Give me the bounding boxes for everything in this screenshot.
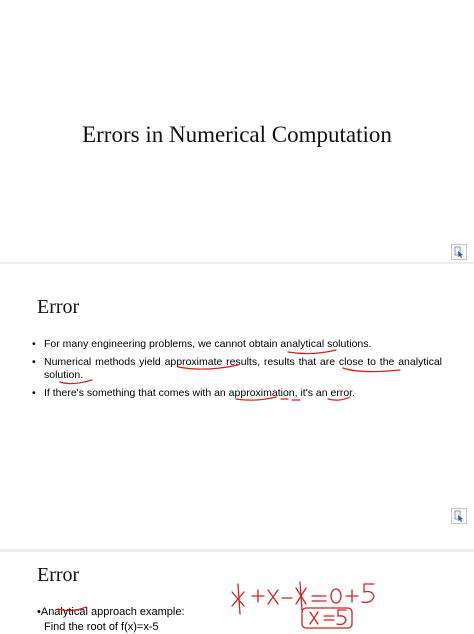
notes-icon[interactable] [451,508,467,524]
slide-1 [0,0,474,262]
bullet-item: • Numerical methods yield approximate results, results that are close to the analytical solution. [32,356,442,382]
notes-icon[interactable] [451,244,467,260]
bullet-item: • If there's something that comes with an approximation, it's an error. [32,387,442,400]
slide-title: Errors in Numerical Computation [82,122,392,147]
bullet-list [32,338,442,405]
slide-heading: Error [37,296,80,318]
bullet-item: • For many engineering problems, we cannot obtain analytical solutions. [32,338,442,351]
slide-3 [0,552,474,632]
bullet-item: •Analytical approach example: [37,606,185,618]
slide-heading: Error [37,564,80,586]
slide-2 [0,264,474,549]
sub-bullet: Find the root of f(x)=x-5 [44,621,159,633]
